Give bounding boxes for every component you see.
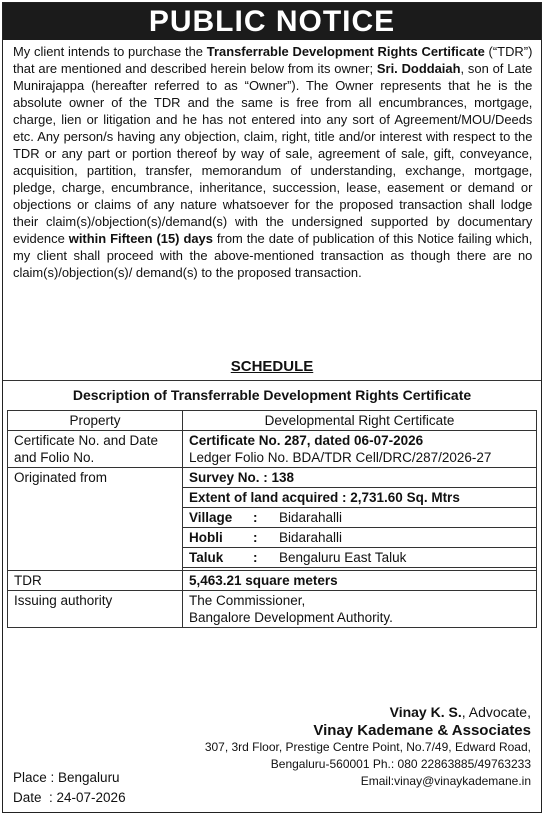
taluk-cell [183, 548, 537, 568]
hobli-cell [183, 528, 537, 548]
intro-text-2: (“TDR”) that are mentioned and described herein below from its owner; [13, 44, 533, 76]
advocate-name: Vinay K. S. [389, 704, 462, 720]
row-label-certificate: Certificate No. and Date and Folio No. [8, 431, 183, 468]
public-notice [2, 2, 542, 813]
certificate-number: Certificate No. 287, dated 06-07-2026 [189, 433, 424, 448]
village-label: Village [189, 510, 233, 525]
description-heading: Description of Transferrable Development Rights Certificate [72, 387, 472, 403]
address-line-1: 307, 3rd Floor, Prestige Centre Point, No.7/49, Edward Road, [204, 740, 531, 754]
advocate-role: , Advocate, [461, 704, 531, 720]
intro-text-3: , son of Late Munirajappa (hereafter referred to as “Owner”). The Owner represents that he is the absolute owner of the TDR and the same is free from all encumbrances, mortgage, charge, lien or litigation and he has not entered into any sort of Agreement/MOU/Deeds etc. Any person/s having any objection, claim, right, title and/or interest with respect to the TDR or any part or portion thereof by way of sale, agreement of sale, gift, conveyance, acquisition, partition, transfer, memorandum of understanding, exchange, mortgage, pledge, charge, encumbrance, inheritance, succession, lease, easement or demand or objections or claims of any nature whatsoever for the proposed transaction shall lodge their claim(s)/objection(s)/demand(s) with the undersigned supported by documentary evidence [13, 61, 533, 246]
place: Place : Bengaluru [13, 770, 120, 785]
table-row [8, 591, 537, 628]
intro-bold-2: Sri. Doddaiah [376, 61, 461, 76]
schedule-table [7, 410, 537, 628]
hobli-value: Bidarahalli [279, 530, 343, 545]
taluk-value: Bengaluru East Taluk [279, 550, 407, 565]
tdr-value: 5,463.21 square meters [183, 571, 537, 591]
intro-bold-3: within Fifteen (15) days [68, 231, 213, 246]
survey-number: Survey No. : 138 [183, 468, 537, 488]
colon: : [253, 510, 258, 525]
divider [3, 380, 541, 381]
table-row [8, 571, 537, 591]
authority-line-1: The Commissioner, [189, 593, 306, 608]
notice-body [13, 43, 532, 281]
colon: : [253, 550, 258, 565]
header-certificate: Developmental Right Certificate [183, 411, 537, 431]
land-extent: Extent of land acquired : 2,731.60 Sq. Mtrs [183, 488, 537, 508]
certificate-cell [183, 431, 537, 468]
row-label-tdr: TDR [8, 571, 183, 591]
notice-title: PUBLIC NOTICE [3, 3, 541, 40]
address-line-2: Bengaluru-560001 Ph.: 080 22863885/49763233 [270, 757, 531, 771]
authority-line-2: Bangalore Development Authority. [189, 610, 393, 625]
row-label-originated: Originated from [8, 468, 183, 571]
table-row [8, 431, 537, 468]
hobli-label: Hobli [189, 530, 223, 545]
taluk-label: Taluk [189, 550, 224, 565]
colon: : [253, 530, 258, 545]
table-row [8, 468, 537, 488]
intro-bold-1: Transferrable Development Rights Certificate [206, 44, 485, 59]
table-row [8, 411, 537, 431]
header-property: Property [8, 411, 183, 431]
ledger-folio: Ledger Folio No. BDA/TDR Cell/DRC/287/2026-27 [189, 450, 492, 465]
village-value: Bidarahalli [279, 510, 343, 525]
advocate-block [205, 704, 531, 790]
village-cell [183, 508, 537, 528]
intro-text-1: My client intends to purchase the [13, 44, 207, 59]
date: Date : 24-07-2026 [13, 790, 126, 805]
intro-text-4: from the date of publication of this Notice failing which, my client shall proceed with the above-mentioned transaction as though there are no claim(s)/objection(s)/ demand(s) to the proposed transaction. [13, 231, 533, 280]
firm-name: Vinay Kademane & Associates [313, 722, 531, 739]
schedule-heading: SCHEDULE [230, 358, 314, 375]
authority-cell [183, 591, 537, 628]
row-label-authority: Issuing authority [8, 591, 183, 628]
place-date-block [13, 768, 126, 808]
email[interactable]: Email:vinay@vinaykademane.in [360, 774, 531, 788]
